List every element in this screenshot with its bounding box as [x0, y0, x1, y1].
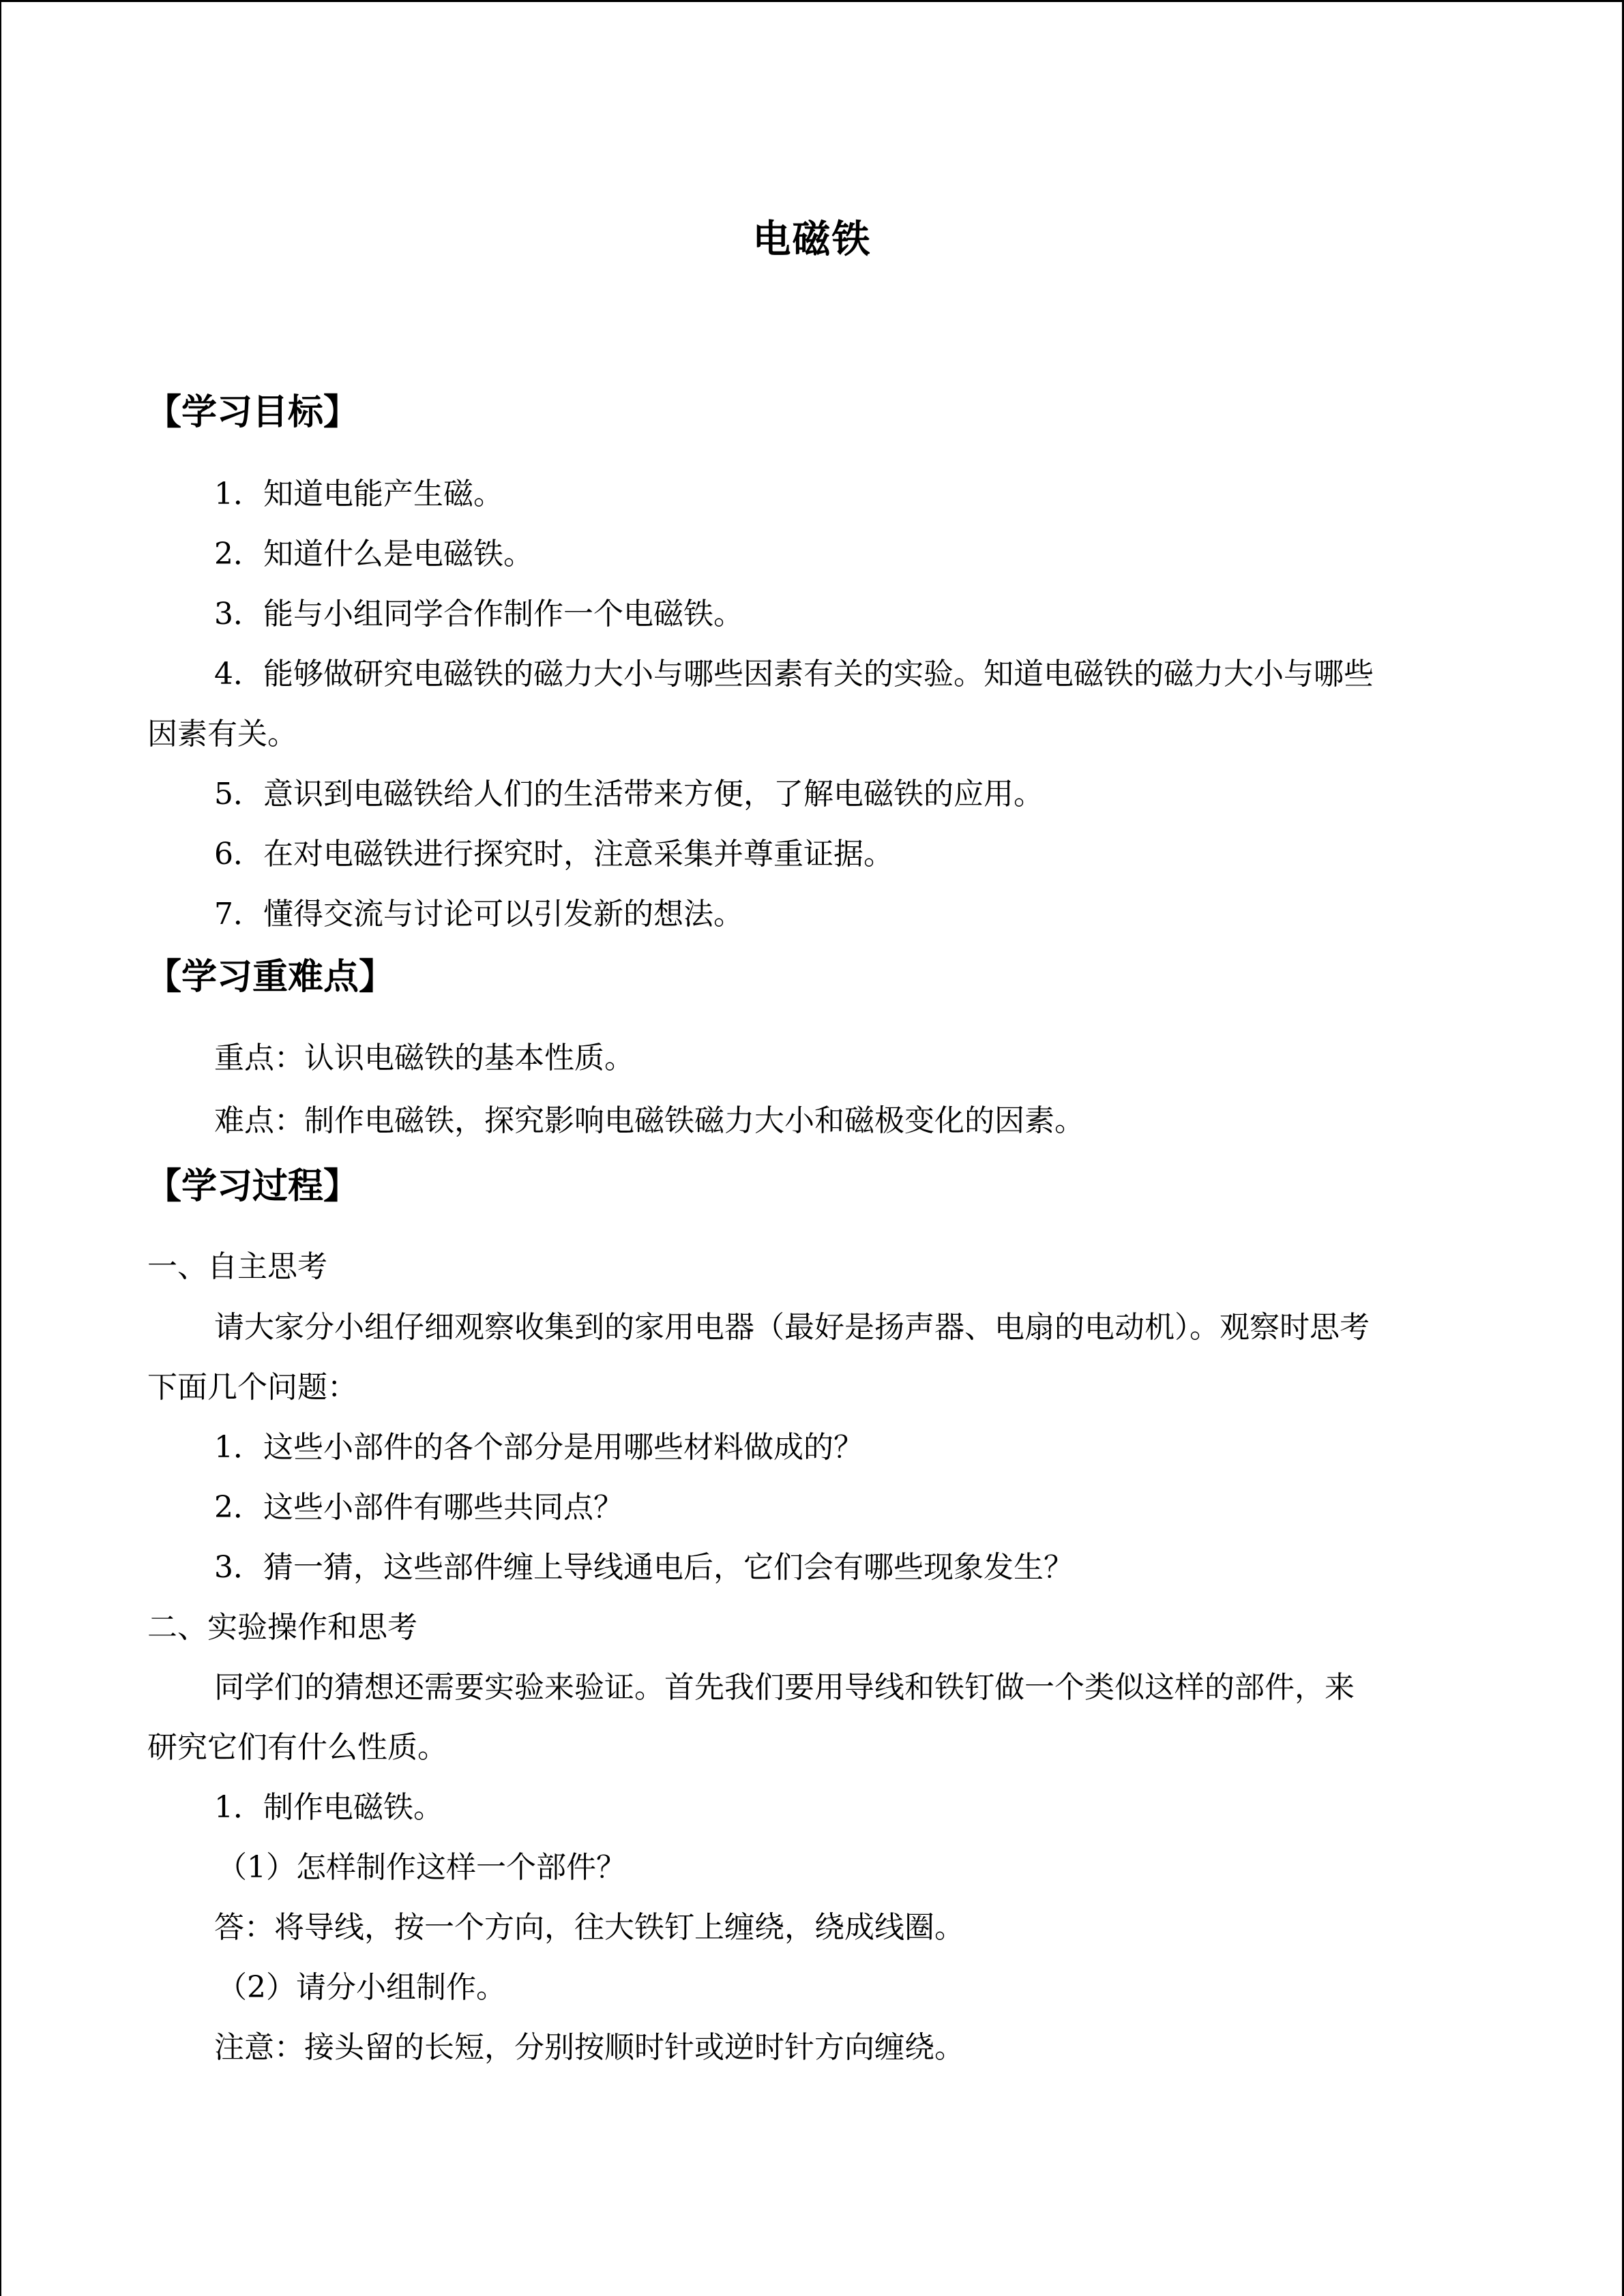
part1-intro-line1: 请大家分小组仔细观察收集到的家用电器（最好是扬声器、电扇的电动机）。观察时思考 — [214, 1310, 1370, 1345]
objective-item-2: 2．知道什么是电磁铁。 — [214, 537, 533, 571]
part2-intro-line2: 研究它们有什么性质。 — [147, 1730, 447, 1765]
part2-question-2: （2）请分小组制作。 — [217, 1970, 506, 2005]
part2-answer-1: 答：将导线，按一个方向，往大铁钉上缠绕，绕成线圈。 — [214, 1910, 964, 1945]
objective-item-3: 3．能与小组同学合作制作一个电磁铁。 — [214, 597, 743, 631]
key-point-difficulty: 难点：制作电磁铁，探究影响电磁铁磁力大小和磁极变化的因素。 — [214, 1103, 1084, 1138]
objective-item-4-continued: 因素有关。 — [147, 717, 297, 751]
section-heading-process: 【学习过程】 — [146, 1166, 359, 1207]
section-heading-key-points: 【学习重难点】 — [146, 957, 395, 998]
objective-item-7: 7．懂得交流与讨论可以引发新的想法。 — [214, 897, 743, 931]
objective-item-1: 1．知道电能产生磁。 — [214, 477, 503, 511]
objective-item-5: 5．意识到电磁铁给人们的生活带来方便，了解电磁铁的应用。 — [214, 777, 1044, 811]
part1-question-2: 2．这些小部件有哪些共同点？ — [214, 1490, 623, 1525]
part1-question-3: 3．猜一猜，这些部件缠上导线通电后，它们会有哪些现象发生？ — [214, 1550, 1074, 1585]
page-title: 电磁铁 — [752, 218, 872, 262]
page-border-top — [0, 0, 1624, 2]
objective-item-4: 4．能够做研究电磁铁的磁力大小与哪些因素有关的实验。知道电磁铁的磁力大小与哪些 — [214, 657, 1374, 691]
section-heading-objectives: 【学习目标】 — [146, 392, 359, 433]
part1-title: 一、自主思考 — [147, 1249, 327, 1284]
objective-item-6: 6．在对电磁铁进行探究时，注意采集并尊重证据。 — [214, 837, 894, 871]
part2-note: 注意：接头留的长短，分别按顺时针或逆时针方向缠绕。 — [214, 2030, 964, 2065]
part2-intro-line1: 同学们的猜想还需要实验来验证。首先我们要用导线和铁钉做一个类似这样的部件，来 — [214, 1670, 1355, 1705]
part2-step-1: 1．制作电磁铁。 — [214, 1790, 443, 1825]
part1-question-1: 1．这些小部件的各个部分是用哪些材料做成的？ — [214, 1430, 863, 1465]
part1-intro-line2: 下面几个问题： — [147, 1370, 357, 1405]
part2-question-1: （1）怎样制作这样一个部件？ — [217, 1850, 626, 1885]
page-border-left — [0, 0, 1, 2296]
key-point-focus: 重点：认识电磁铁的基本性质。 — [214, 1041, 634, 1075]
part2-title: 二、实验操作和思考 — [147, 1610, 417, 1645]
